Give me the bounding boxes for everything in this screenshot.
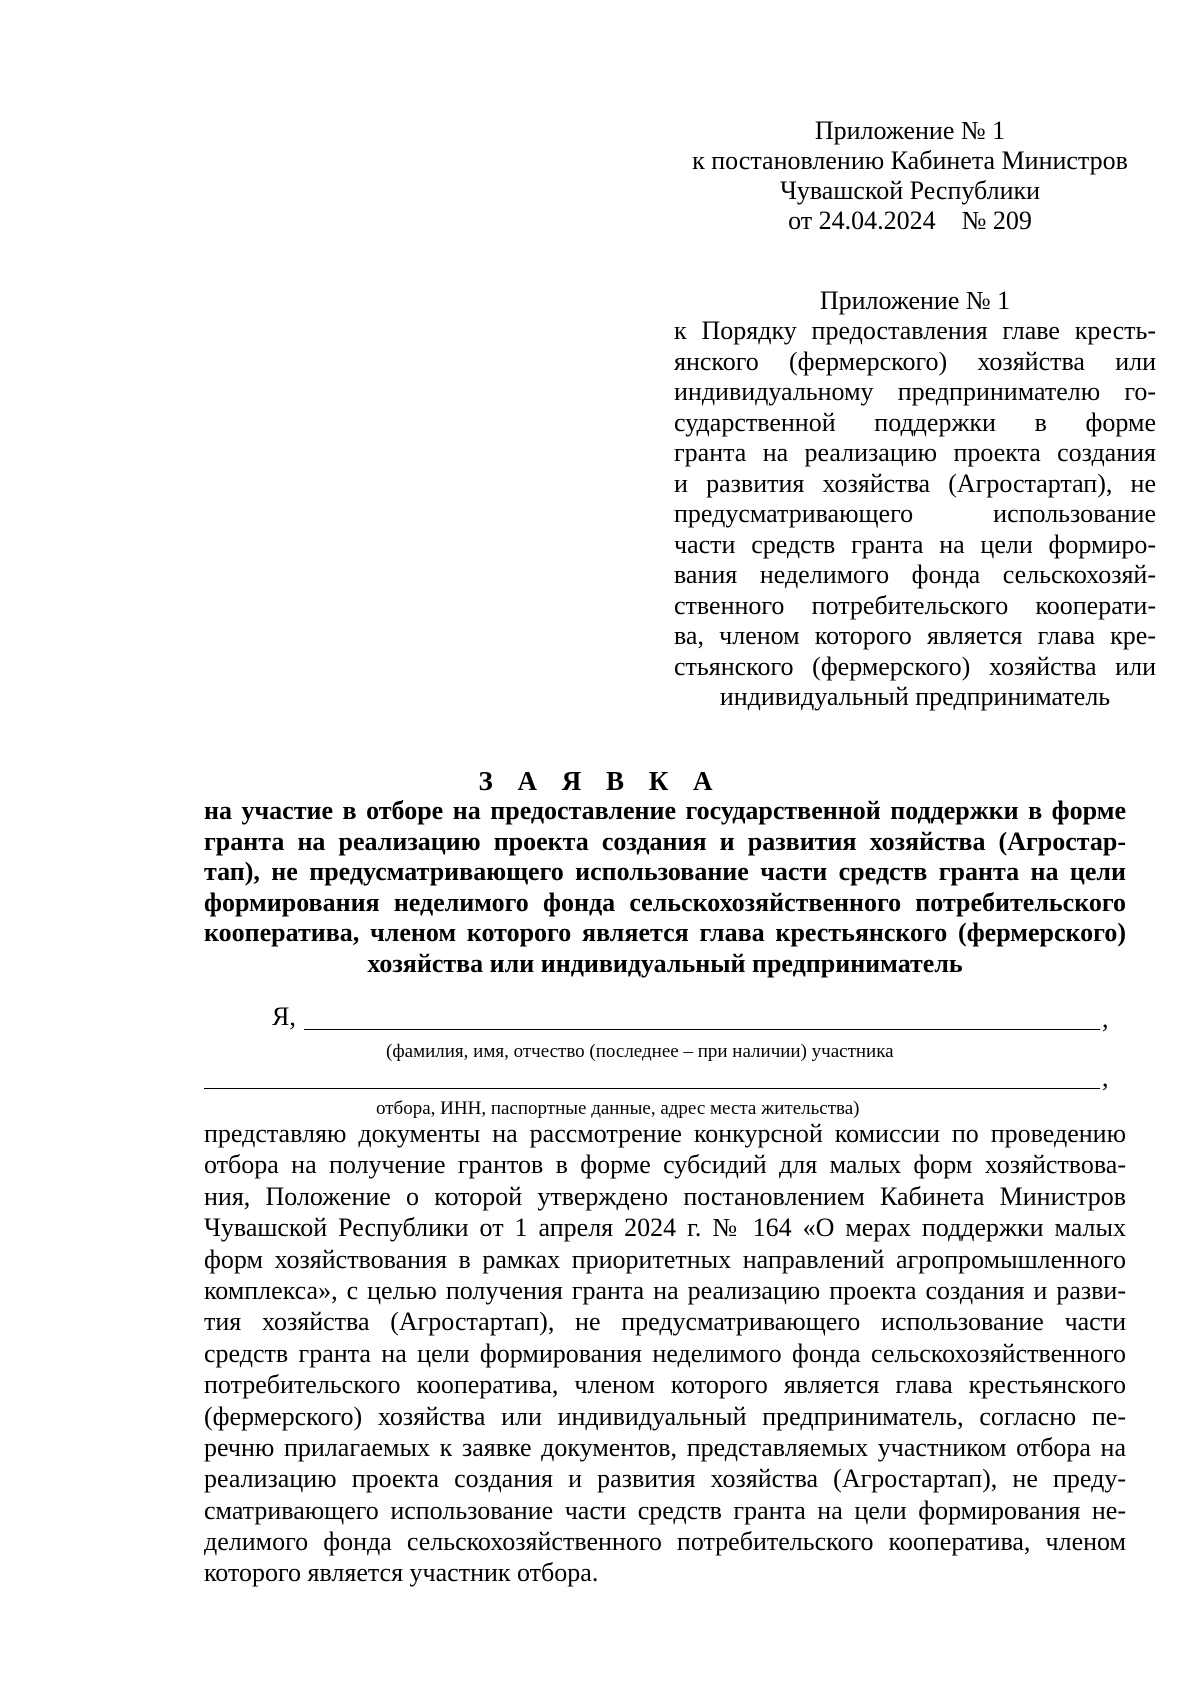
appendix-order-line: ственного потребительского кооперати-: [674, 590, 1156, 620]
appendix-order-line: сударственной поддержки в форме: [674, 407, 1156, 437]
appendix-order-line: предусматривающего использование: [674, 499, 1156, 528]
document-subtitle: [204, 796, 1126, 979]
body-line: делимого фонда сельскохозяйственного потребительского кооператива, членом: [204, 1527, 1126, 1557]
applicant-prefix: Я,: [272, 1002, 296, 1031]
appendix-order-line: к Порядку предоставления главе кресть-: [674, 316, 1156, 345]
body-line: (фермерского) хозяйства или индивидуальный предприниматель, согласно пе-: [204, 1401, 1126, 1431]
appendix-order-line: индивидуальный предприниматель: [719, 682, 1111, 711]
body-line: речню прилагаемых к заявке документов, представляемых участником отбора на: [204, 1432, 1126, 1462]
applicant-details-field-line[interactable]: [204, 1088, 1100, 1089]
body-line: потребительского кооператива, членом которого является глава крестьянского: [204, 1370, 1126, 1400]
appendix-order-line: стьянского (фермерского) хозяйства или: [674, 651, 1156, 681]
appendix-order-line: гранта на реализацию проекта создания: [674, 438, 1156, 467]
body-line: реализацию проекта создания и развития хозяйства (Агростартап), не преду-: [204, 1464, 1126, 1494]
subtitle-line: на участие в отборе на предоставление государственной поддержки в форме: [204, 796, 1126, 825]
body-line: отбора на получение грантов в форме субсидий для малых форм хозяйствова-: [204, 1150, 1126, 1180]
appendix-resolution-ref: к постановлению Кабинета Министров: [692, 146, 1128, 175]
subtitle-line: хозяйства или индивидуальный предприниматель: [367, 948, 963, 978]
appendix-order-line: и развития хозяйства (Агростартап), не: [674, 468, 1156, 498]
subtitle-line: гранта на реализацию проекта создания и развития хозяйства (Агростар-: [204, 826, 1126, 856]
appendix-order-line: индивидуальному предпринимателю го-: [674, 377, 1156, 406]
body-line: средств гранта на цели формирования неделимого фонда сельскохозяйственного: [204, 1338, 1126, 1368]
appendix-order-line: ва, членом которого является глава кре-: [674, 621, 1156, 650]
appendix-header-order-title: Приложение № 1: [819, 286, 1011, 315]
applicant-field-hint-2: отбора, ИНН, паспортные данные, адрес места жительства): [376, 1098, 860, 1119]
field-comma: ,: [1102, 1063, 1109, 1092]
appendix-date-number: от 24.04.2024 № 209: [788, 206, 1032, 235]
subtitle-line: формирования неделимого фонда сельскохозяйственного потребительского: [204, 887, 1126, 917]
appendix-republic: Чувашской Республики: [779, 176, 1041, 205]
body-line: представляю документы на рассмотрение конкурсной комиссии по проведению: [204, 1119, 1126, 1148]
appendix-header-order-body: [674, 316, 1156, 713]
body-line: которого является участник отбора.: [204, 1558, 599, 1588]
appendix-number: Приложение № 1: [814, 116, 1006, 145]
body-line: комплекса», с целью получения гранта на реализацию проекта создания и разви-: [204, 1275, 1126, 1305]
subtitle-line: кооператива, членом которого является глава крестьянского (фермерского): [204, 918, 1126, 947]
applicant-field-hint-1: (фамилия, имя, отчество (последнее – при наличии) участника: [386, 1041, 894, 1062]
application-body: [204, 1118, 1126, 1589]
body-line: форм хозяйствования в рамках приоритетных направлений агропромышленного: [204, 1244, 1126, 1274]
subtitle-line: тап), не предусматривающего использование части средств гранта на цели: [204, 857, 1126, 886]
body-line: ния, Положение о которой утверждено постановлением Кабинета Министров: [204, 1181, 1126, 1211]
body-line: тия хозяйства (Агростартап), не предусматривающего использование части: [204, 1307, 1126, 1337]
appendix-order-line: янского (фермерского) хозяйства или: [674, 346, 1156, 376]
appendix-header-resolution: [600, 116, 1200, 236]
field-comma: ,: [1102, 1004, 1109, 1033]
appendix-order-line: части средств гранта на цели формиро-: [674, 529, 1156, 559]
body-line: Чувашской Республики от 1 апреля 2024 г. № 164 «О мерах поддержки малых: [204, 1213, 1126, 1243]
appendix-order-line: вания неделимого фонда сельскохозяй-: [674, 560, 1156, 589]
body-line: сматривающего использование части средств гранта на цели формирования не-: [204, 1495, 1126, 1525]
applicant-name-field-line[interactable]: [304, 1029, 1100, 1030]
document-title: З А Я В К А: [478, 766, 722, 796]
